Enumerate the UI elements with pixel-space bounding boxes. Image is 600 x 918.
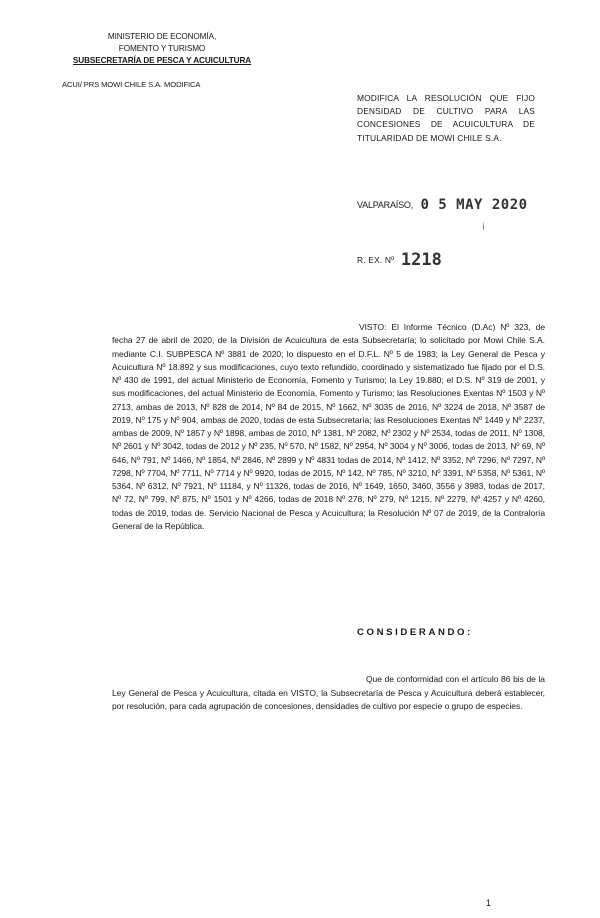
- reference-code: ACUI/ PRS MOWI CHILE S.A. MODIFICA: [62, 80, 201, 89]
- considerando-paragraph: [112, 673, 545, 714]
- ministry-name: MINISTERIO DE ECONOMÍA,: [107, 32, 217, 41]
- ministry-subtitle: FOMENTO Y TURISMO: [118, 44, 206, 53]
- date-line: [357, 196, 528, 214]
- resolution-label: R. EX. Nº: [357, 255, 395, 265]
- undersecretariat-name: SUBSECRETARÍA DE PESCA Y ACUICULTURA: [72, 56, 252, 65]
- resolution-subject: MODIFICA LA RESOLUCIÓN QUE FIJO DENSIDAD DE CULTIVO PARA LAS CONCESIONES DE ACUICULTURA DE TITULARIDAD DE MOWI CHILE S.A.: [357, 93, 535, 143]
- visto-section: [112, 321, 545, 533]
- page-number: 1: [486, 898, 492, 908]
- visto-text: VISTO: El Informe Técnico (D.Ac) Nº 323, de fecha 27 de abril de 2020, de la División de Acuicultura de esta Subsecretaría; lo solicitado por Mowi Chile S.A. mediante C.I. SUBPESCA Nº 3881 de 2020; lo dispuesto en el D.F.L. Nº 5 de 1983; la Ley General de Pesca y Acuicultura Nº 18.892 y sus modificaciones, cuyo texto refundido, coordinado y sistematizado fue fijado por el D.S. Nº 430 de 1991, del actual Ministerio de Economía, Fomento y Turismo; la Ley 19.880; el D.S. Nº 319 de 2001, y sus modificaciones, del actual Ministerio de Economía, Fomento y Turismo; las Resoluciones Exentas Nº 1503 y Nº 2713, ambas de 2013, Nº 828 de 2014, Nº 84 de 2015, Nº 1662, Nº 3035 de 2016, Nº 3224 de 2018, Nº 3587 de 2019, Nº 175 y Nº 904, ambas de 2020, todas de esta Subsecretaría; las Resoluciones Exentas Nº 1449 y Nº 2237, ambas de 2009, Nº 1857 y Nº 1898, ambas de 2010, Nº 1381, Nº 2082, Nº 2302 y Nº 2534, todas de 2011, Nº 1308, Nº 2601 y Nº 3042, todas de 2012 y Nº 235, Nº 570, Nº 1582, Nº 2954, Nº 3004 y Nº 3006, todas de 2013, Nº 69, Nº 646, Nº 791, Nº 1466, Nº 1854, Nº 2846, Nº 2899 y Nº 4831 todas de 2014, Nº 1412, Nº 3352, Nº 7296, Nº 7297, Nº 7298, Nº 7704, Nº 7711, Nº 7714 y Nº 9920, todas de 2015, Nº 142, Nº 785, Nº 3210, Nº 3391, Nº 5358, Nº 5361, Nº 5364, Nº 6312, Nº 7921, Nº 11184, y Nº 11326, todas de 2016, Nº 1649, 1650, 3460, 3556 y 3983, todas de 2017, Nº 72, Nº 799, Nº 875, Nº 1501 y Nº 4266, todas de 2018 Nº 278, Nº 279, Nº 1215, Nº 2279, Nº 4257 y Nº 4260, todas de 2019, todas de. Servicio Nacional de Pesca y Acuicultura; la Resolución Nº 07 de 2019, de la Contraloría General de la República.: [112, 322, 545, 531]
- date-stamp: 0 5 MAY 2020: [420, 196, 528, 213]
- considerando-heading: CONSIDERANDO:: [357, 627, 473, 638]
- date-place: VALPARAÍSO,: [357, 199, 413, 210]
- letterhead: [62, 31, 262, 67]
- resolution-number-line: [357, 250, 442, 270]
- tick-mark: ⅰ: [482, 222, 485, 233]
- considerando-text: Que de conformidad con el artículo 86 bis de la Ley General de Pesca y Acuicultura, citada en VISTO, la Subsecretaría de Pesca y Acuicultura deberá establecer, por resolución, para cada agrupación de concesiones, densidades de cultivo por especie o grupo de especies.: [112, 674, 545, 712]
- resolution-number: 1218: [400, 250, 442, 270]
